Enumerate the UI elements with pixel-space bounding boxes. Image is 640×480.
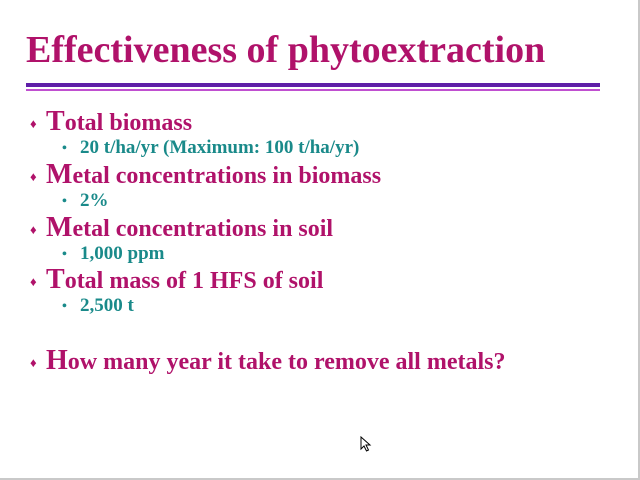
bullet-initial: M: [46, 212, 73, 243]
bullet-total-biomass: [30, 106, 193, 137]
bullet-text: otal biomass: [64, 110, 193, 136]
dot-bullet-icon: •: [62, 193, 67, 209]
diamond-bullet-icon: ♦: [30, 169, 37, 185]
sub-bullet-text: 1,000 ppm: [80, 243, 165, 264]
title-underline-thick: [26, 83, 600, 87]
sub-bullet-total-biomass: [62, 137, 359, 160]
bullet-initial: H: [46, 345, 68, 376]
bullet-text: ow many year it take to remove all metals?: [67, 349, 506, 375]
sub-bullet-metal-conc-biomass: [62, 190, 109, 213]
diamond-bullet-icon: ♦: [30, 274, 37, 290]
sub-bullet-text: 2,500 t: [80, 295, 134, 316]
bullet-question: [30, 345, 506, 376]
bullet-metal-conc-biomass: [30, 159, 382, 190]
bullet-text: etal concentrations in soil: [72, 216, 334, 242]
bullet-initial: T: [46, 106, 65, 137]
bullet-metal-conc-soil: [30, 212, 334, 243]
bullet-text: otal mass of 1 HFS of soil: [64, 268, 324, 294]
bullet-total-mass-soil: [30, 264, 324, 295]
diamond-bullet-icon: ♦: [30, 355, 37, 371]
sub-bullet-total-mass-soil: [62, 295, 134, 318]
bullet-initial: T: [46, 264, 65, 295]
bullet-initial: M: [46, 159, 73, 190]
dot-bullet-icon: •: [62, 246, 67, 262]
title-underline-thin: [26, 89, 600, 91]
dot-bullet-icon: •: [62, 140, 67, 156]
diamond-bullet-icon: ♦: [30, 116, 37, 132]
mouse-pointer-icon: [360, 436, 372, 452]
sub-bullet-metal-conc-soil: [62, 243, 164, 266]
slide-title: Effectiveness of phytoextraction: [26, 29, 546, 71]
diamond-bullet-icon: ♦: [30, 222, 37, 238]
bullet-text: etal concentrations in biomass: [72, 163, 382, 189]
sub-bullet-text: 20 t/ha/yr (Maximum: 100 t/ha/yr): [80, 137, 360, 158]
dot-bullet-icon: •: [62, 298, 67, 314]
sub-bullet-text: 2%: [80, 190, 109, 211]
